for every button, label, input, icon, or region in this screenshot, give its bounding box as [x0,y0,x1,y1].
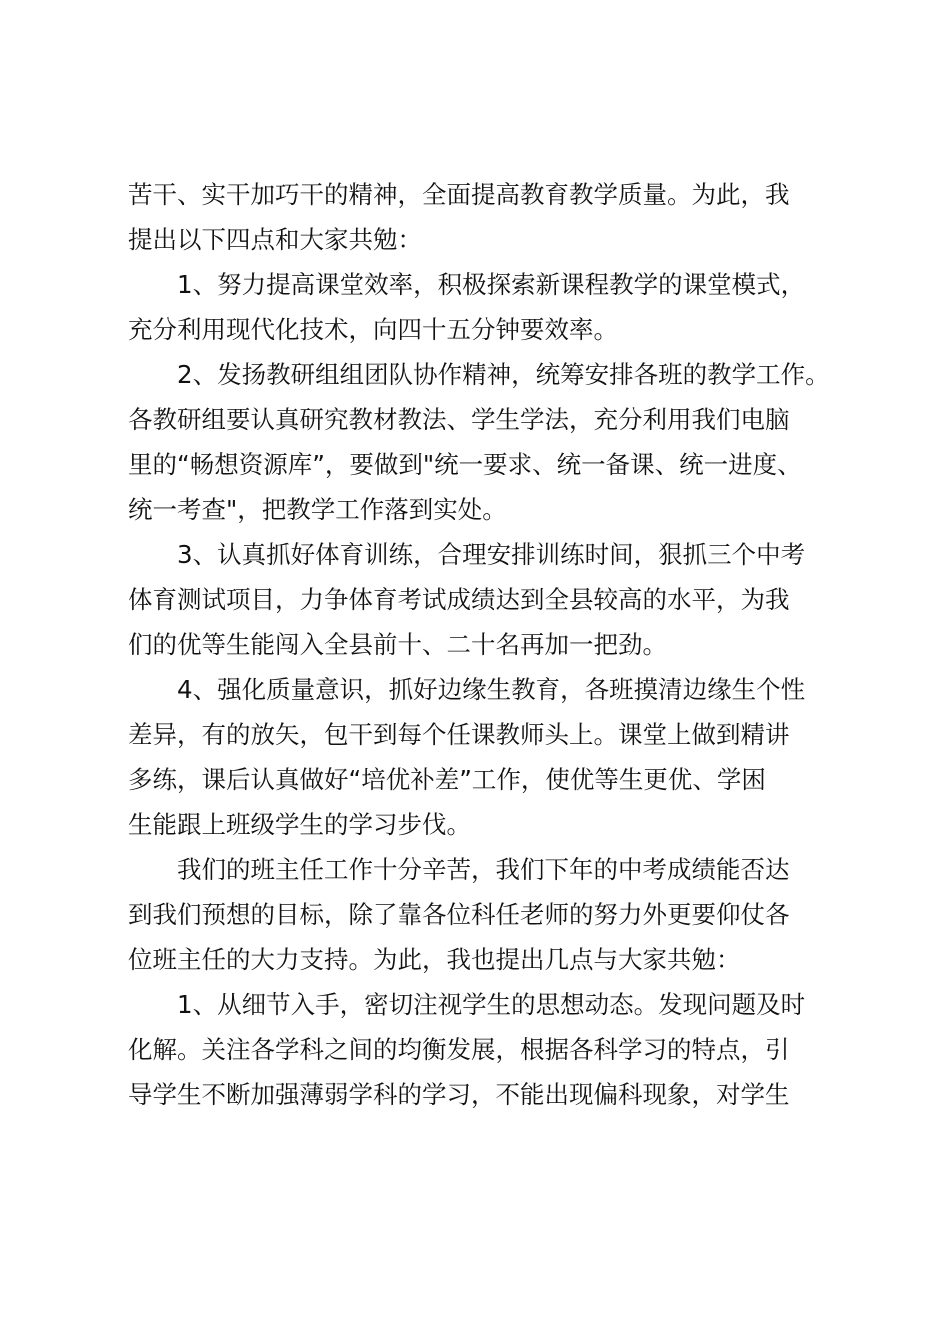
text-line: 苦干、实干加巧干的精神，全面提高教育教学质量。为此，我 [128,180,790,209]
text-line: 各教研组要认真研究教材教法、学生学法，充分利用我们电脑 [128,405,790,434]
document-body [128,172,840,1117]
text-line: 我们的班主任工作十分辛苦，我们下年的中考成绩能否达 [177,855,790,884]
text-line: 里的“畅想资源库”，要做到"统一要求、统一备课、统一进度、 [128,450,802,479]
text-line: 位班主任的大力支持。为此，我也提出几点与大家共勉： [128,945,741,974]
text-line: 统一考查"，把教学工作落到实处。 [128,495,507,524]
text-line: 4、强化质量意识，抓好边缘生教育，各班摸清边缘生个性 [177,675,806,704]
text-line: 提出以下四点和大家共勉： [128,225,422,254]
text-line: 体育测试项目，力争体育考试成绩达到全县较高的水平，为我 [128,585,790,614]
text-line: 充分利用现代化技术，向四十五分钟要效率。 [128,315,618,344]
text-line: 1、努力提高课堂效率，积极探索新课程教学的课堂模式， [177,270,806,299]
text-line: 3、认真抓好体育训练，合理安排训练时间，狠抓三个中考 [177,540,806,569]
text-line: 差异，有的放矢，包干到每个任课教师头上。课堂上做到精讲 [128,720,790,749]
text-line: 2、发扬教研组组团队协作精神，统筹安排各班的教学工作。 [177,360,830,389]
text-line: 多练，课后认真做好“培优补差”工作，使优等生更优、学困 [128,765,766,794]
text-line: 生能跟上班级学生的学习步伐。 [128,810,471,839]
text-line: 1、从细节入手，密切注视学生的思想动态。发现问题及时 [177,990,806,1019]
text-line: 到我们预想的目标，除了靠各位科任老师的努力外更要仰仗各 [128,900,790,929]
text-line: 化解。关注各学科之间的均衡发展，根据各科学习的特点，引 [128,1035,790,1064]
text-line: 导学生不断加强薄弱学科的学习，不能出现偏科现象，对学生 [128,1080,790,1109]
text-line: 们的优等生能闯入全县前十、二十名再加一把劲。 [128,630,667,659]
